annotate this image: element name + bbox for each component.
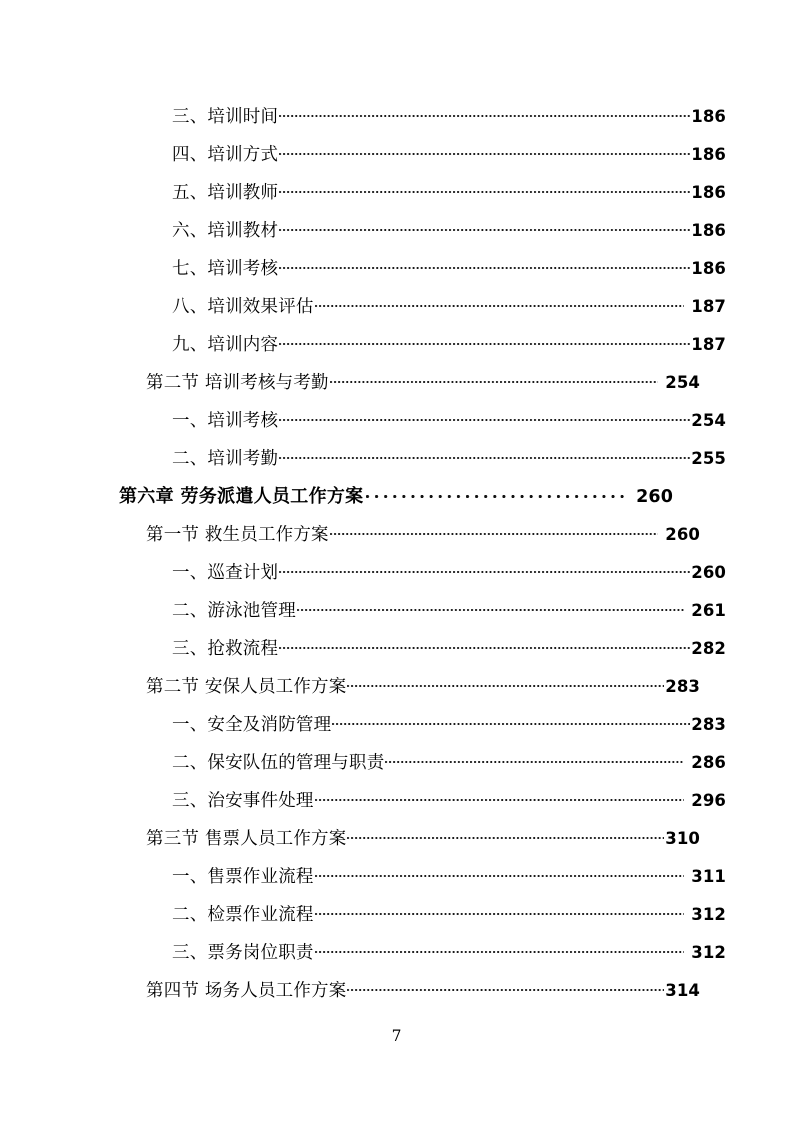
toc-entry-label: 二、游泳池管理 [172,601,296,621]
toc-entry[interactable] [172,250,726,288]
toc-entry[interactable] [146,364,700,402]
toc-dot-leader [279,410,690,426]
toc-entry[interactable] [146,668,700,706]
toc-entry-page-number: 255 [691,449,726,468]
toc-entry-page-number: 283 [665,677,700,696]
toc-entry[interactable] [146,516,700,554]
toc-entry-label: 第三节 售票人员工作方案 [146,829,347,849]
toc-entry-page-number: 286 [691,753,726,772]
toc-dot-leader [279,562,690,578]
toc-entry-page-number: 254 [665,373,700,392]
toc-dot-leader [347,676,664,692]
toc-dot-leader [330,524,658,540]
toc-entry[interactable] [172,706,726,744]
toc-dot-leader [279,258,690,274]
toc-entry[interactable] [119,478,673,516]
toc-entry-label: 三、票务岗位职责 [172,943,314,963]
toc-entry-label: 三、抢救流程 [172,639,279,659]
toc-entry-label: 第四节 场务人员工作方案 [146,981,347,1001]
toc-entry-page-number: 314 [665,981,700,1000]
toc-entry[interactable] [172,630,726,668]
toc-entry-page-number: 282 [691,639,726,658]
toc-entry-label: 三、培训时间 [172,107,279,127]
toc-dot-leader [385,752,684,768]
toc-entry-label: 二、检票作业流程 [172,905,314,925]
toc-entry-page-number: 283 [691,715,726,734]
toc-entry-page-number: 186 [691,183,726,202]
toc-dot-leader [279,106,690,122]
toc-dot-leader [315,790,685,806]
toc-entry[interactable] [172,858,726,896]
toc-entry-label: 七、培训考核 [172,259,279,279]
toc-entry-page-number: 186 [691,145,726,164]
toc-dot-leader [347,828,664,844]
toc-entry-page-number: 186 [691,221,726,240]
toc-entry-page-number: 254 [691,411,726,430]
toc-entry-label: 第二节 培训考核与考勤 [146,373,329,393]
toc-entry-page-number: 312 [691,943,726,962]
toc-entry-label: 二、培训考勤 [172,449,279,469]
footer-page-number: 7 [391,1027,402,1045]
toc-entry-page-number: 260 [665,525,700,544]
toc-dot-leader [366,486,629,502]
toc-entry-label: 四、培训方式 [172,145,279,165]
toc-entry-label: 三、治安事件处理 [172,791,314,811]
toc-dot-leader [315,866,685,882]
toc-dot-leader [315,296,685,312]
toc-entry[interactable] [172,934,726,972]
toc-dot-leader [279,220,690,236]
toc-entry-label: 五、培训教师 [172,183,279,203]
toc-entry[interactable] [172,136,726,174]
toc-entry-label: 第一节 救生员工作方案 [146,525,329,545]
toc-entry[interactable] [172,782,726,820]
toc-dot-leader [279,144,690,160]
toc-dot-leader [347,980,664,996]
toc-entry-label: 第六章 劳务派遣人员工作方案 [119,486,364,507]
toc-dot-leader [279,182,690,198]
toc-entry[interactable] [146,820,700,858]
toc-entry[interactable] [172,326,726,364]
toc-entry[interactable] [146,972,700,1010]
toc-entry[interactable] [172,554,726,592]
toc-entry-page-number: 311 [691,867,726,886]
toc-entry-page-number: 260 [691,563,726,582]
toc-dot-leader [315,904,685,920]
toc-entry[interactable] [172,592,726,630]
toc-entry-page-number: 187 [691,335,726,354]
toc-entry[interactable] [172,174,726,212]
toc-entry-page-number: 260 [636,487,673,507]
toc-entry-list [119,98,726,1010]
toc-dot-leader [297,600,684,616]
toc-entry-label: 第二节 安保人员工作方案 [146,677,347,697]
toc-dot-leader [330,372,658,388]
toc-entry[interactable] [172,896,726,934]
toc-entry-label: 八、培训效果评估 [172,297,314,317]
toc-entry-page-number: 296 [691,791,726,810]
toc-entry[interactable] [172,402,726,440]
toc-entry-page-number: 187 [691,297,726,316]
toc-entry-label: 二、保安队伍的管理与职责 [172,753,385,773]
toc-entry-page-number: 261 [691,601,726,620]
toc-entry-label: 一、售票作业流程 [172,867,314,887]
toc-dot-leader [279,448,690,464]
toc-entry[interactable] [172,98,726,136]
toc-entry-label: 六、培训教材 [172,221,279,241]
toc-entry-page-number: 186 [691,259,726,278]
toc-entry-page-number: 312 [691,905,726,924]
toc-entry-label: 九、培训内容 [172,335,279,355]
toc-entry[interactable] [172,744,726,782]
toc-entry-label: 一、安全及消防管理 [172,715,332,735]
toc-dot-leader [279,638,690,654]
toc-dot-leader [315,942,685,958]
toc-entry-label: 一、培训考核 [172,411,279,431]
toc-dot-leader [332,714,690,730]
toc-dot-leader [279,334,690,350]
toc-entry[interactable] [172,212,726,250]
toc-entry[interactable] [172,440,726,478]
toc-entry-page-number: 310 [665,829,700,848]
toc-entry-label: 一、巡查计划 [172,563,279,583]
toc-entry-page-number: 186 [691,107,726,126]
toc-entry[interactable] [172,288,726,326]
